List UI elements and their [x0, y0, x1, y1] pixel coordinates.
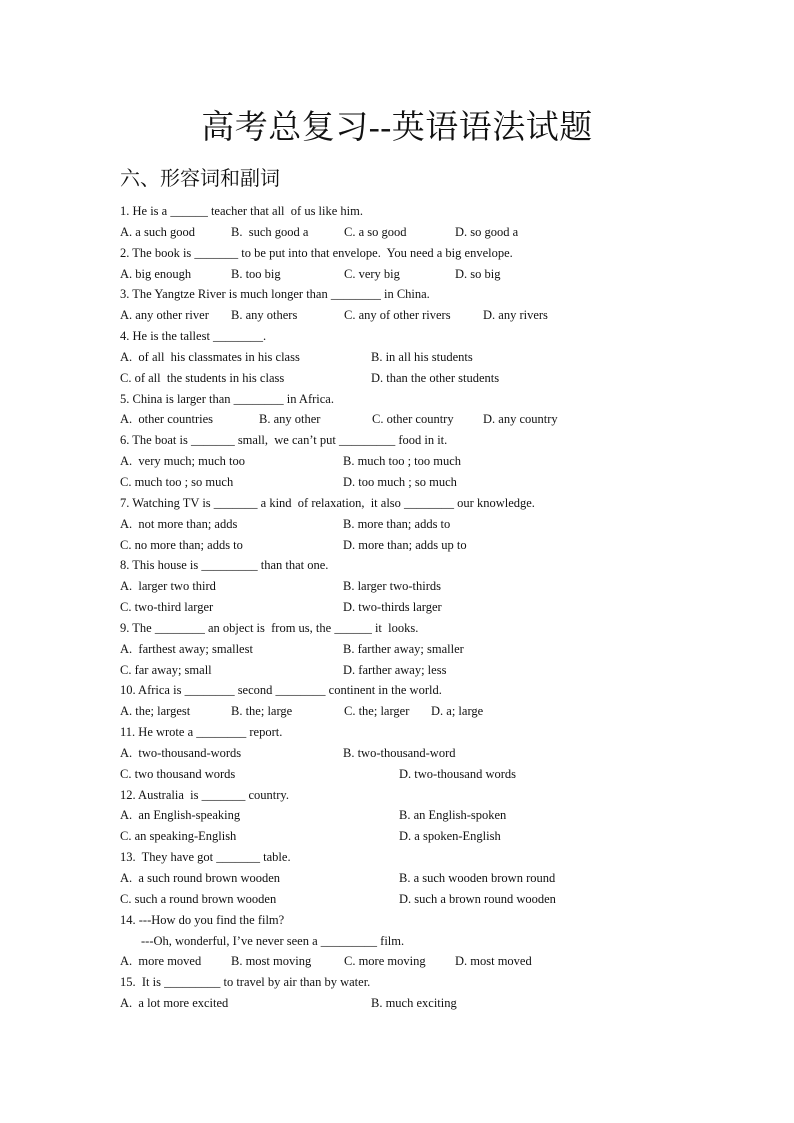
option-d: D. two-thirds larger	[343, 600, 442, 615]
option-c: C. two thousand words	[120, 766, 236, 781]
option-d: D. a spoken-English	[399, 829, 501, 844]
option-c: C. such a round brown wooden	[120, 891, 277, 906]
option-d: D. so good a	[455, 224, 519, 239]
option-c: C. any of other rivers	[344, 308, 451, 323]
option-a: A. two-thousand-words	[120, 745, 242, 760]
option-c: C. two-third larger	[120, 600, 214, 615]
option-b: B. much too ; too much	[343, 454, 462, 469]
option-d: D. such a brown round wooden	[399, 891, 556, 906]
question-stem: 12. Australia is _______ country.	[120, 787, 289, 802]
option-row	[120, 597, 770, 618]
option-d: D. two-thousand words	[399, 766, 517, 781]
option-b: B. in all his students	[371, 349, 473, 364]
option-d: D. too much ; so much	[343, 474, 457, 489]
option-row	[120, 535, 770, 556]
option-d: D. most moved	[455, 954, 532, 969]
option-row	[120, 889, 770, 910]
question-stem: 15. It is _________ to travel by air than by water.	[120, 975, 371, 990]
question-list	[120, 201, 770, 1014]
section-heading: 六、形容词和副词	[120, 168, 280, 190]
option-row	[120, 826, 770, 847]
option-a: A. larger two third	[120, 579, 216, 594]
question-stem: 8. This house is _________ than that one.	[120, 558, 329, 573]
option-a: A. a such round brown wooden	[120, 871, 281, 885]
question-stem: 3. The Yangtze River is much longer than ________ in China.	[120, 287, 430, 302]
question-stem: 11. He wrote a ________ report.	[120, 725, 283, 740]
option-row	[120, 409, 770, 430]
option-b: B. such good a	[231, 224, 309, 239]
option-row	[120, 222, 770, 243]
option-c: C. other country	[372, 412, 454, 427]
option-b: B. two-thousand-word	[343, 745, 456, 760]
option-row	[120, 264, 770, 285]
option-a: A. very much; much too	[120, 454, 245, 469]
option-row	[120, 993, 770, 1014]
option-d: D. a; large	[431, 704, 484, 719]
option-d: D. so big	[455, 266, 501, 281]
option-b: B. most moving	[231, 954, 312, 969]
option-row	[120, 764, 770, 785]
option-a: A. other countries	[120, 412, 214, 427]
question-stem: 13. They have got _______ table.	[120, 850, 291, 865]
option-c: C. the; larger	[344, 704, 410, 719]
option-d: D. than the other students	[371, 370, 500, 385]
option-b: B. the; large	[231, 704, 293, 719]
question-stem: 14. ---How do you find the film?	[120, 912, 285, 927]
option-row	[120, 514, 770, 535]
option-row	[120, 305, 770, 326]
option-a: A. more moved	[120, 954, 202, 969]
option-row	[120, 451, 770, 472]
question-stem-reply: ---Oh, wonderful, I’ve never seen a _________ film.	[141, 933, 405, 948]
option-row	[120, 347, 770, 368]
option-a: A. a such good	[120, 224, 195, 239]
option-b: B. any other	[259, 412, 321, 427]
option-a: A. the; largest	[120, 704, 191, 719]
question-stem: 6. The boat is _______ small, we can’t put _________ food in it.	[120, 433, 448, 448]
option-c: C. very big	[344, 266, 400, 281]
option-row	[120, 576, 770, 597]
option-row	[120, 951, 770, 972]
option-b: B. more than; adds to	[343, 516, 451, 531]
question-stem: 4. He is the tallest ________.	[120, 329, 267, 344]
option-b: B. farther away; smaller	[343, 641, 464, 656]
option-b: B. too big	[231, 266, 281, 281]
question-stem: 1. He is a ______ teacher that all of us like him.	[120, 204, 363, 218]
option-c: C. an speaking-English	[120, 829, 237, 844]
option-row	[120, 743, 770, 764]
option-row	[120, 660, 770, 681]
option-c: C. much too ; so much	[120, 474, 234, 489]
option-b: B. any others	[231, 308, 298, 323]
option-a: A. not more than; adds	[120, 516, 238, 531]
option-row	[120, 368, 770, 389]
option-row	[120, 805, 770, 826]
option-c: C. far away; small	[120, 662, 212, 677]
option-b: B. a such wooden brown round	[399, 871, 556, 885]
option-b: B. larger two-thirds	[343, 579, 442, 594]
question-stem: 9. The ________ an object is from us, the ______ it looks.	[120, 620, 419, 635]
option-b: B. much exciting	[371, 996, 457, 1011]
question-stem: 10. Africa is ________ second ________ continent in the world.	[120, 683, 442, 698]
option-row	[120, 868, 770, 889]
option-c: C. no more than; adds to	[120, 537, 243, 552]
question-stem: 2. The book is _______ to be put into that envelope. You need a big envelope.	[120, 245, 513, 260]
option-a: A. big enough	[120, 266, 192, 281]
option-b: B. an English-spoken	[399, 808, 507, 823]
question-stem: 7. Watching TV is _______ a kind of relaxation, it also ________ our knowledge.	[120, 495, 535, 510]
option-a: A. farthest away; smallest	[120, 641, 253, 656]
option-d: D. farther away; less	[343, 662, 447, 677]
option-d: D. any country	[483, 412, 558, 427]
option-row	[120, 472, 770, 493]
option-a: A. a lot more excited	[120, 996, 229, 1011]
option-row	[120, 639, 770, 660]
option-row	[120, 701, 770, 722]
option-a: A. of all his classmates in his class	[120, 349, 300, 364]
option-d: D. more than; adds up to	[343, 537, 467, 552]
page-title: 高考总复习--英语语法试题	[201, 110, 593, 146]
option-d: D. any rivers	[483, 308, 548, 323]
option-a: A. an English-speaking	[120, 808, 241, 823]
question-stem: 5. China is larger than ________ in Africa.	[120, 391, 334, 406]
option-c: C. a so good	[344, 224, 407, 239]
option-a: A. any other river	[120, 308, 209, 323]
option-c: C. of all the students in his class	[120, 370, 285, 385]
option-c: C. more moving	[344, 954, 426, 969]
